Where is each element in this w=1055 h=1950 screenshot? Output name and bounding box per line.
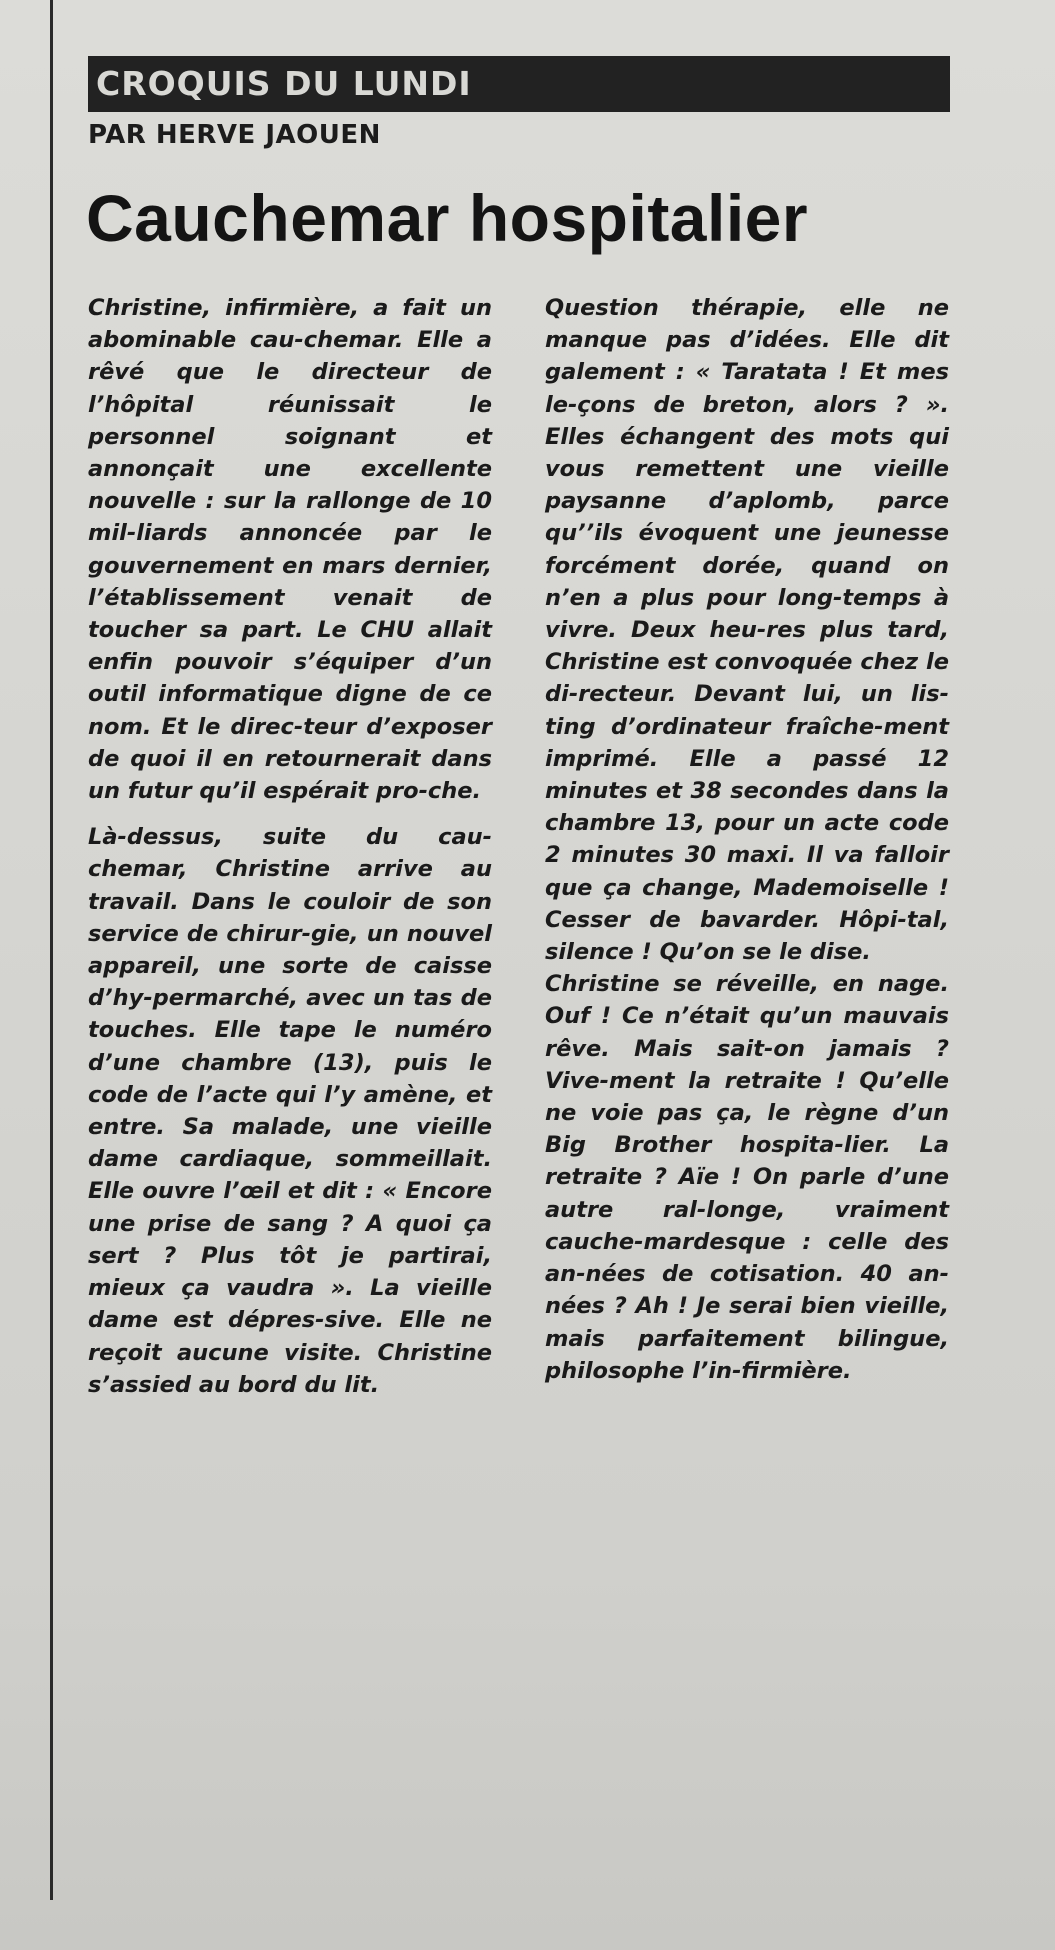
section-banner: CROQUIS DU LUNDI — [88, 56, 950, 112]
right-column — [545, 292, 949, 1387]
headline: Cauchemar hospitalier — [86, 181, 809, 255]
byline: PAR HERVE JAOUEN — [88, 120, 381, 150]
left-column — [88, 292, 492, 1401]
paragraph: Là-dessus, suite du cau-chemar, Christine arrive au travail. Dans le couloir de son service de chirur-gie, un nouvel appareil, une sorte de caisse d’hy-permarché, avec un tas de touches. Elle tape le numéro d’une chambre (13), puis le code de l’acte qui l’y amène, et entre. Sa malade, une vieille dame cardiaque, sommeillait. Elle ouvre l’œil et dit : « Encore une prise de sang ? A quoi ça sert ? Plus tôt je partirai, mieux ça vaudra ». La vieille dame est dépres-sive. Elle ne reçoit aucune visite. Christine s’assied au bord du lit. — [88, 824, 492, 1398]
paragraph: Question thérapie, elle ne manque pas d’idées. Elle dit galement : « Taratata ! Et mes le-çons de breton, alors ? ». Elles échangent des mots qui vous remettent une vieille paysanne d’aplomb, parce qu’’ils évoquent une jeunesse forcément dorée, quand on n’en a plus pour long-temps à vivre. Deux heu-res plus tard, Christine est convoquée chez le di-recteur. Devant lui, un lis-ting d’ordinateur fraîche-ment imprimé. Elle a passé 12 minutes et 38 secondes dans la chambre 13, pour un acte code 2 minutes 30 maxi. Il va falloir que ça change, Mademoiselle ! Cesser de bavarder. Hôpi-tal, silence ! Qu’on se le dise. — [545, 295, 949, 966]
left-column-rule — [50, 0, 53, 1900]
paragraph: Christine se réveille, en nage. Ouf ! Ce n’était qu’un mauvais rêve. Mais sait-on jamais ? Vive-ment la retraite ! Qu’elle ne voie pas ça, le règne d’un Big Brother hospita-lier. La retraite ? Aïe ! On parle d’une autre ral-longe, vraiment cauche-mardesque : celle des an-nées de cotisation. 40 an-nées ? Ah ! Je serai bien vieille, mais parfaitement bilingue, philosophe l’in-firmière. — [545, 971, 949, 1384]
paragraph: Christine, infirmière, a fait un abominable cau-chemar. Elle a rêvé que le directeur de l’hôpital réunissait le personnel soignant et annonçait une excellente nouvelle : sur la rallonge de 10 mil-liards annoncée par le gouvernement en mars dernier, l’établissement venait de toucher sa part. Le CHU allait enfin pouvoir s’équiper d’un outil informatique digne de ce nom. Et le direc-teur d’exposer de quoi il en retournerait dans un futur qu’il espérait pro-che. — [88, 295, 492, 805]
